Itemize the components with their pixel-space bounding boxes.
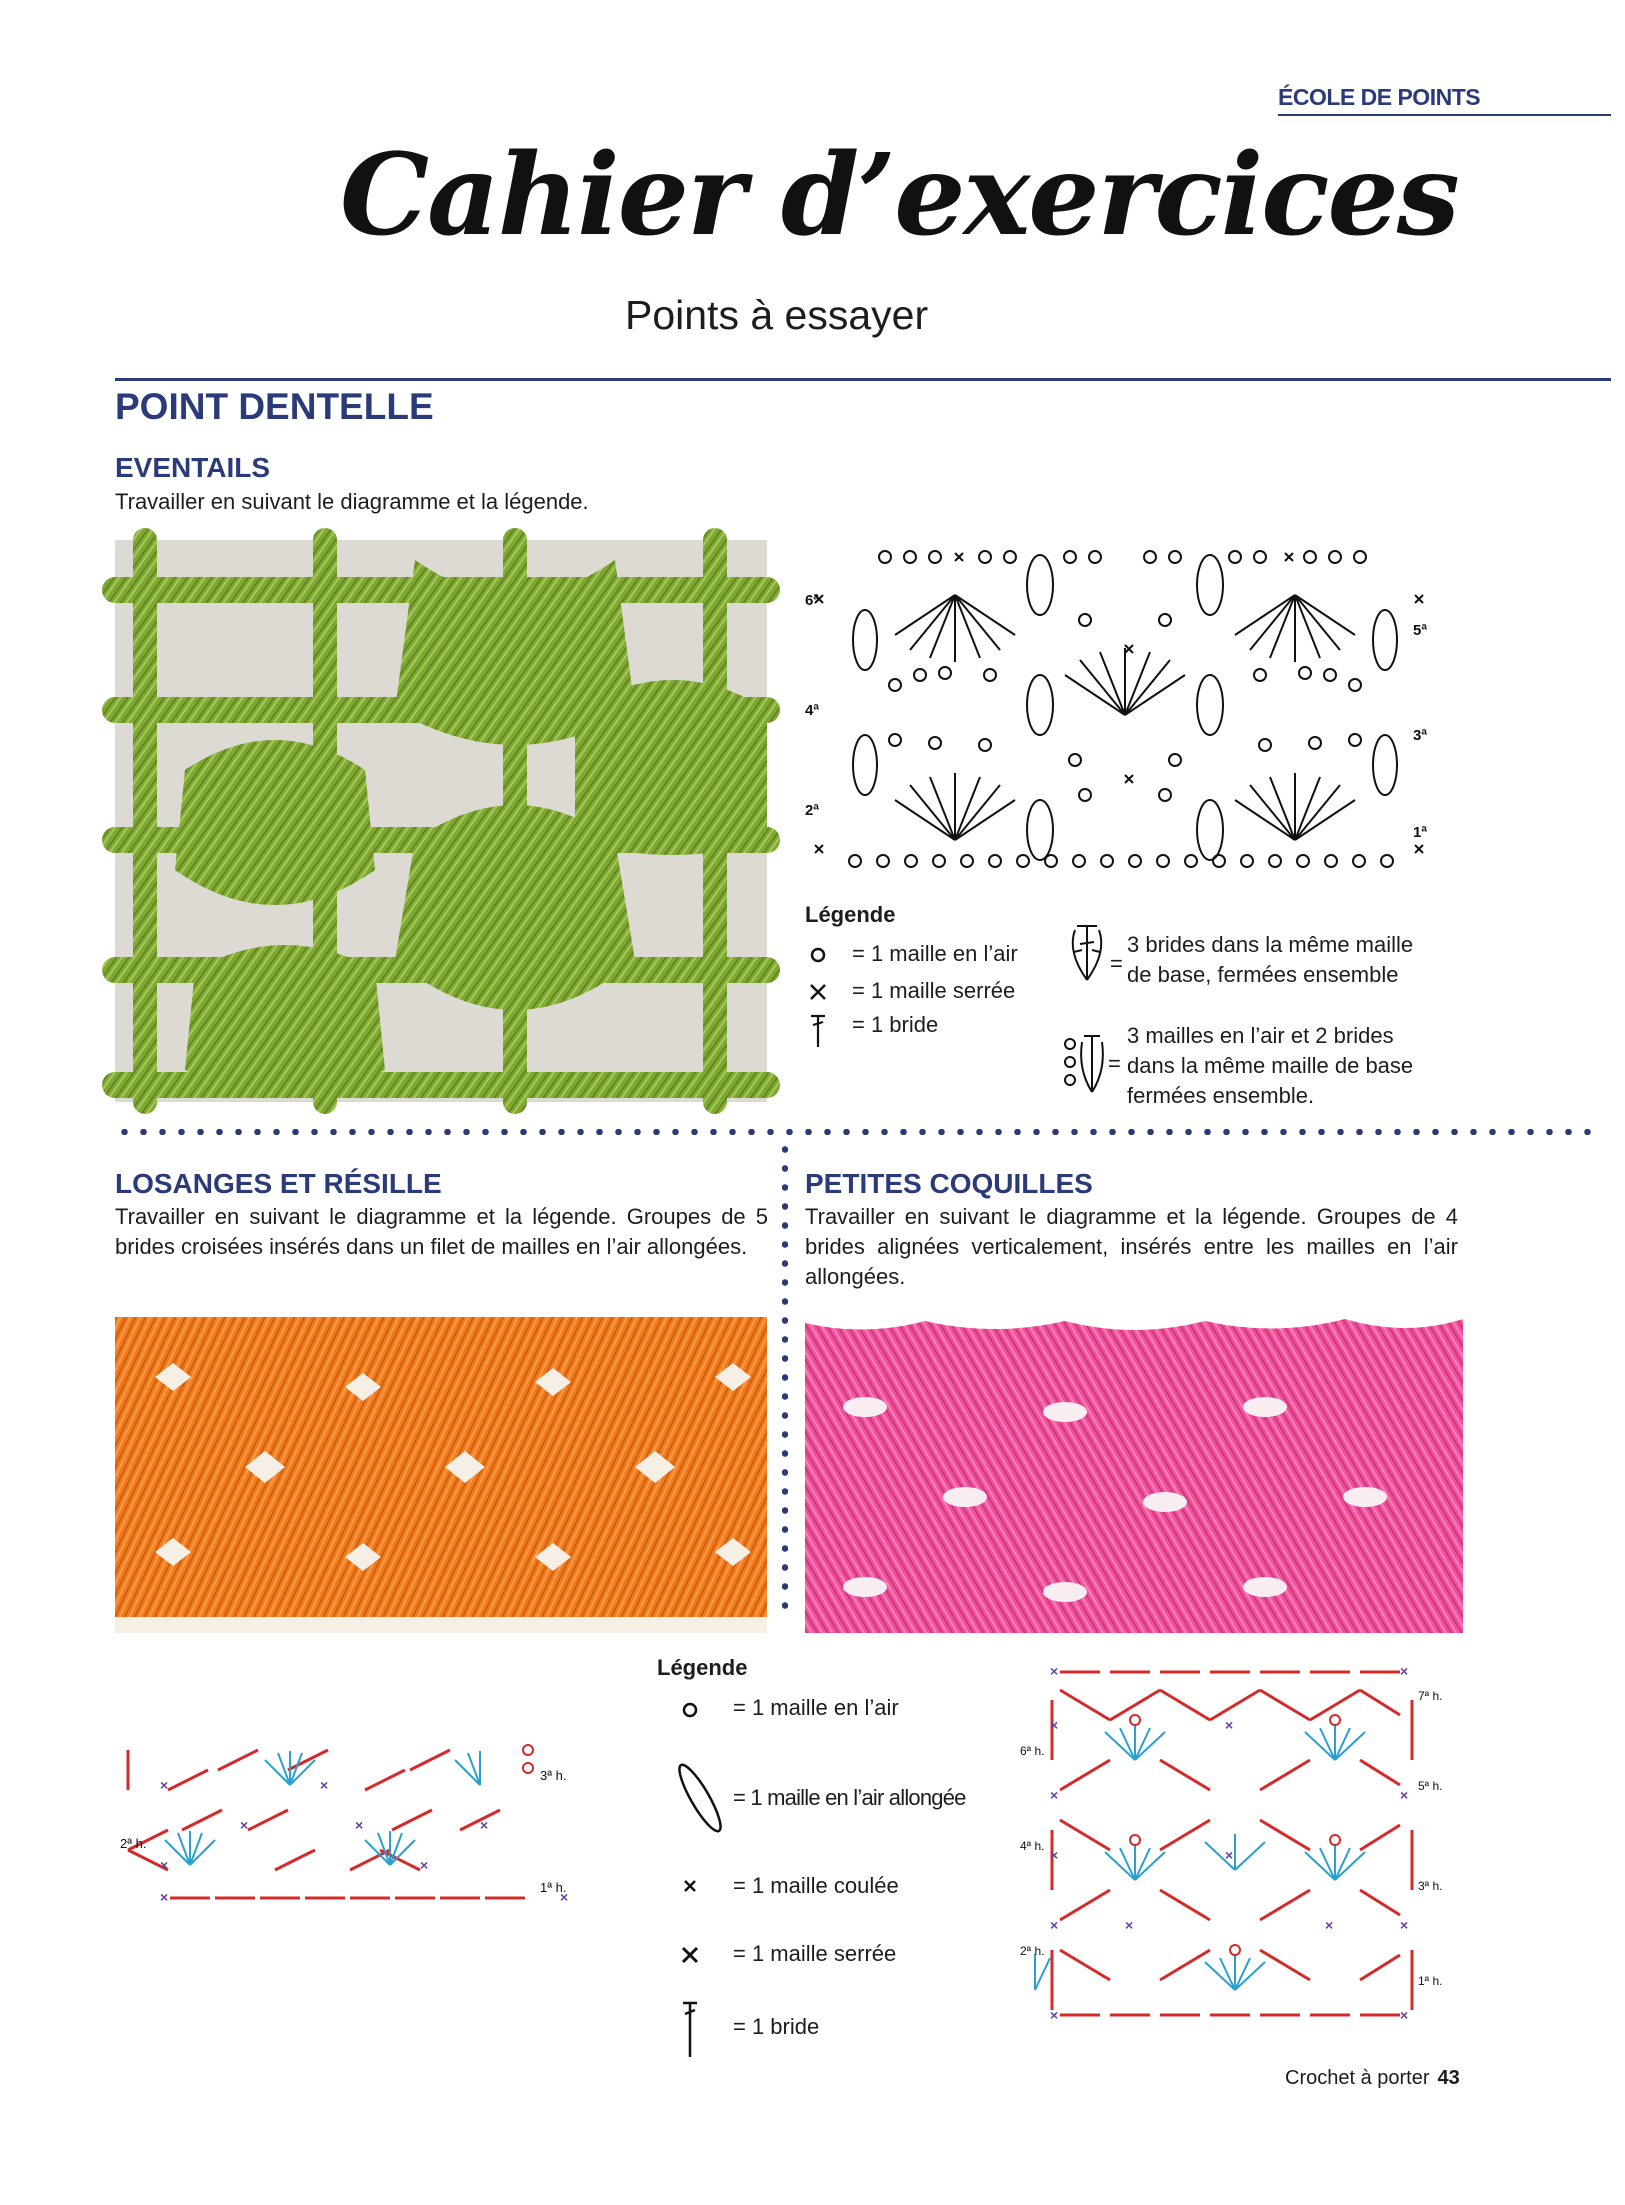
page-title: Cahier d’exercices — [340, 130, 1458, 261]
page-number: 43 — [1437, 2067, 1460, 2089]
cluster2-desc — [1127, 1021, 1413, 1111]
magazine-name: Crochet à porter — [1285, 2067, 1430, 2089]
cluster1-desc — [1127, 930, 1413, 990]
svg-text:×: × — [1050, 2007, 1059, 2023]
legend2-chain: = 1 maille en l’air — [733, 1695, 899, 1720]
chain-icon-2 — [680, 1700, 700, 1720]
eventails-title: EVENTAILS — [115, 452, 271, 483]
svg-text:×: × — [355, 1817, 364, 1833]
legend2-title: Légende — [657, 1655, 748, 1680]
eventails-legend-title: Légende — [805, 902, 896, 927]
svg-text:×: × — [320, 1777, 329, 1793]
svg-text:×: × — [1400, 1787, 1409, 1803]
fan-row-1 — [895, 595, 1355, 840]
coq-row-5: 5ª h. — [1418, 1779, 1443, 1793]
legend-chain: = 1 maille en l’air — [852, 941, 1018, 966]
row-label-5: 5ª — [1413, 622, 1427, 639]
svg-text:×: × — [1125, 1917, 1134, 1933]
svg-text:×: × — [1400, 1917, 1409, 1933]
cluster-3dc-icon — [1062, 922, 1112, 984]
cluster1-line2: de base, fermées ensemble — [1127, 962, 1399, 987]
svg-text:×: × — [1050, 1663, 1059, 1679]
pink-swatch-photo — [805, 1307, 1463, 1633]
svg-text:×: × — [160, 1777, 169, 1793]
row-label-2: 2ª — [805, 802, 819, 819]
green-swatch-photo — [115, 540, 767, 1102]
row-label-6: 6ª — [805, 592, 819, 609]
cluster2-eq: = — [1108, 1051, 1121, 1076]
svg-text:×: × — [160, 1889, 169, 1905]
svg-text:×: × — [1050, 1917, 1059, 1933]
row-label-1: 1ª — [1413, 824, 1427, 841]
eventails-diagram — [805, 545, 1435, 875]
legend2-double: = 1 bride — [733, 2014, 820, 2039]
los-row-2: 2ª h. — [120, 1836, 147, 1851]
svg-text:×: × — [240, 1817, 249, 1833]
svg-text:×: × — [1050, 1847, 1059, 1863]
cluster2-line3: fermées ensemble. — [1127, 1083, 1315, 1108]
svg-text:×: × — [1325, 1917, 1334, 1933]
eventails-text: Travailler en suivant le diagramme et la légende. — [115, 489, 589, 514]
los-row-3: 3ª h. — [540, 1768, 567, 1783]
svg-text:×: × — [1050, 1787, 1059, 1803]
page-subtitle: Points à essayer — [625, 292, 929, 338]
svg-text:×: × — [1400, 1663, 1409, 1679]
header-rule — [115, 378, 1611, 381]
section-tag-rule — [1278, 114, 1611, 116]
cluster-ch-2dc-icon — [1060, 1030, 1110, 1100]
page-footer — [1285, 2067, 1460, 2090]
coq-row-3: 3ª h. — [1418, 1879, 1443, 1893]
coquilles-title: PETITES COQUILLES — [805, 1168, 1093, 1199]
row-label-3: 3ª — [1413, 727, 1427, 744]
double-crochet-icon-2 — [680, 2000, 700, 2060]
cluster1-eq: = — [1110, 951, 1123, 976]
dotted-column-divider — [782, 1140, 788, 1610]
legend2-slip: = 1 maille coulée — [733, 1873, 899, 1898]
coq-row-7: 7ª h. — [1418, 1689, 1443, 1703]
cluster2-line2: dans la même maille de base — [1127, 1053, 1414, 1078]
coq-row-2: 2ª h. — [1020, 1944, 1045, 1958]
losanges-text: Travailler en suivant le diagramme et la légende. Groupes de 5 brides croisées insérés dans un filet de mailles en l’air allongées. — [115, 1204, 768, 1259]
chain-stitch-icon — [808, 945, 828, 965]
los-row-1: 1ª h. — [540, 1880, 567, 1895]
orange-swatch-photo — [115, 1317, 767, 1633]
row-label-4: 4ª — [805, 702, 819, 719]
svg-text:×: × — [160, 1857, 169, 1873]
slip-stitch-icon — [681, 1877, 699, 1895]
svg-text:×: × — [1050, 1717, 1059, 1733]
legend-double: = 1 bride — [852, 1012, 939, 1037]
losanges-title: LOSANGES ET RÉSILLE — [115, 1168, 442, 1199]
svg-text:×: × — [480, 1817, 489, 1833]
svg-text:×: × — [1225, 1717, 1234, 1733]
svg-text:×: × — [1225, 1847, 1234, 1863]
single-crochet-icon-2 — [680, 1945, 700, 1965]
legend2-long-chain: = 1 maille en l’air allongée — [733, 1785, 966, 1810]
coquilles-diagram — [1020, 1660, 1443, 2040]
double-crochet-icon — [808, 1013, 828, 1049]
coq-row-1: 1ª h. — [1418, 1974, 1443, 1988]
single-crochet-icon — [808, 982, 828, 1002]
long-chain-icon — [670, 1758, 730, 1838]
legend-single: = 1 maille serrée — [852, 978, 1016, 1003]
coq-row-6: 6ª h. — [1020, 1744, 1045, 1758]
section-tag: ÉCOLE DE POINTS — [1278, 84, 1481, 110]
losanges-diagram — [120, 1730, 600, 1930]
coq-row-4: 4ª h. — [1020, 1839, 1045, 1853]
cluster1-line1: 3 brides dans la même maille — [1127, 932, 1414, 957]
dotted-divider — [115, 1129, 1595, 1135]
legend2-single: = 1 maille serrée — [733, 1941, 897, 1966]
section-title: POINT DENTELLE — [115, 386, 434, 427]
cluster2-line1: 3 mailles en l’air et 2 brides — [1127, 1023, 1394, 1048]
coquilles-text: Travailler en suivant le diagramme et la légende. Groupes de 4 brides alignées verticalement, insérés entre les mailles en l’air allongées. — [805, 1204, 1458, 1289]
svg-text:×: × — [420, 1857, 429, 1873]
svg-text:×: × — [560, 1889, 569, 1905]
svg-text:×: × — [1400, 2007, 1409, 2023]
